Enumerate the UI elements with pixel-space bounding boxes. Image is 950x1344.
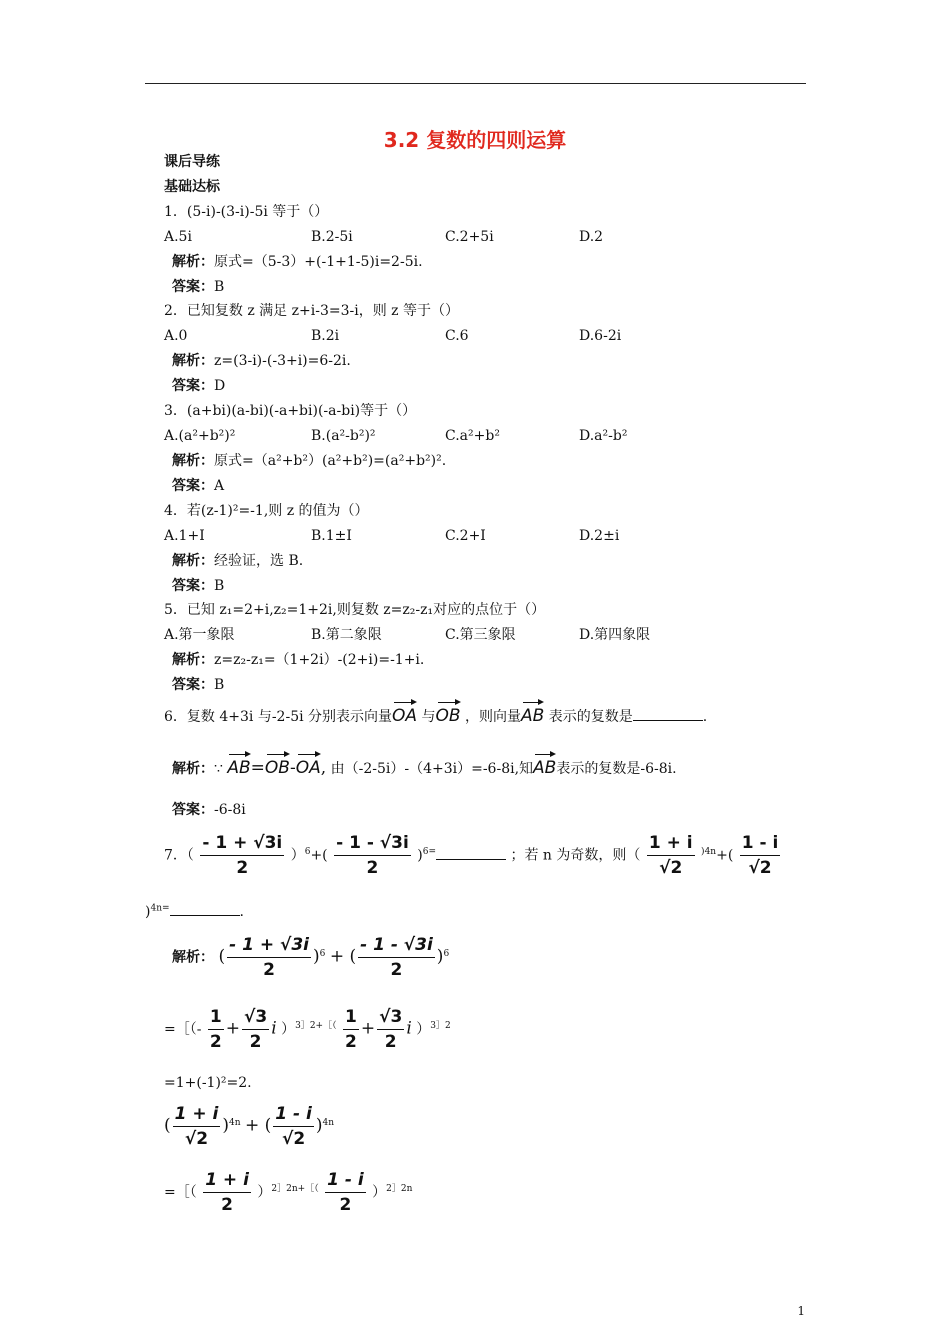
q4-option-b: B.1±I — [311, 528, 352, 544]
q5-option-c: C.第三象限 — [445, 627, 516, 643]
q5-option-a: A.第一象限 — [164, 627, 235, 643]
q3-option-a: A.(a²+b²)² — [164, 428, 236, 444]
q6-answer: 答案：-6-8i — [172, 802, 246, 818]
q5-option-d: D.第四象限 — [579, 627, 651, 643]
q2-option-d: D.6-2i — [579, 328, 622, 344]
q3-analysis: 解析：原式=（a²+b²）(a²+b²)=(a²+b²)². — [172, 453, 447, 469]
q4-stem: 4．若(z-1)²=-1,则 z 的值为（） — [164, 503, 369, 519]
q7-analysis-line3: =1+(-1)²=2. — [164, 1075, 252, 1091]
q7-analysis-line5: =［（ $\frac{1 + i}{2}$ ）$^{2]2n+[(}$ $\frac{1 - i}{2}$ ）$^{2]2n}$ — [164, 1170, 413, 1215]
q6-analysis: 解析：∵ AB=OB-OA, 由（-2-5i）-（4+3i）=-6-8i,知AB表示的复数是-6-8i. — [172, 750, 677, 778]
q2-option-a: A.0 — [164, 328, 188, 344]
q1-answer: 答案：B — [172, 279, 225, 295]
page-title: 3.2 复数的四则运算 — [383, 128, 567, 152]
q1-option-a: A.5i — [164, 229, 192, 245]
q1-option-b: B.2-5i — [311, 229, 353, 245]
q3-option-d: D.a²-b² — [579, 428, 628, 444]
q1-option-c: C.2+5i — [445, 229, 494, 245]
q6-stem: 6．复数 4+3i 与-2-5i 分别表示向量OA 与OB ，则向量AB 表示的复数是 . — [164, 698, 707, 726]
q2-analysis: 解析：z=(3-i)-(-3+i)=6-2i. — [172, 353, 351, 369]
section-subheading: 基础达标 — [164, 179, 220, 195]
answer-blank — [633, 708, 703, 721]
q7-stem-tail: )$^{4n=}$ . — [145, 903, 244, 920]
q7-analysis-line4: ( $\frac{1 + i}{√2}$ )$^{4n}$ + ( $\frac{1 - i}{√2}$ )$^{4n}$ — [164, 1104, 335, 1149]
q4-option-a: A.1+I — [164, 528, 205, 544]
q5-stem: 5．已知 z₁=2+i,z₂=1+2i,则复数 z=z₂-z₁对应的点位于（） — [164, 602, 546, 618]
vector-ab: AB — [521, 698, 544, 726]
q4-answer: 答案：B — [172, 578, 225, 594]
q2-option-b: B.2i — [311, 328, 340, 344]
header-rule — [145, 83, 806, 84]
q5-option-b: B.第二象限 — [311, 627, 382, 643]
q2-stem: 2．已知复数 z 满足 z+i-3=3-i，则 z 等于（） — [164, 303, 459, 319]
page-number: 1 — [797, 1304, 805, 1318]
q5-analysis: 解析：z=z₂-z₁=（1+2i）-(2+i)=-1+i. — [172, 652, 425, 668]
q2-answer: 答案：D — [172, 378, 226, 394]
q7-analysis-line2: =［（- $\frac{1}{2}$ + $\frac{√3}{2}$ i ）$^{3]2+[(}$ $\frac{1}{2}$ + $\frac{√3}{2}$ i ）$^{3]2}$ — [164, 1007, 451, 1052]
q3-stem: 3．(a+bi)(a-bi)(-a+bi)(-a-bi)等于（） — [164, 403, 417, 419]
q1-option-d: D.2 — [579, 229, 604, 245]
q7-analysis-line1: 解析： ( $\frac{- 1 + √3i}{2}$ )$^6$ + ( $\frac{- 1 - √3i}{2}$ )$^6$ — [172, 935, 450, 980]
q1-analysis: 解析：原式=（5-3）+(-1+1-5)i=2-5i. — [172, 254, 423, 270]
q5-answer: 答案：B — [172, 677, 225, 693]
q1-stem: 1．(5-i)-(3-i)-5i 等于（） — [164, 204, 329, 220]
q4-option-d: D.2±i — [579, 528, 620, 544]
q3-answer: 答案：A — [172, 478, 225, 494]
vector-oa: OA — [392, 698, 417, 726]
vector-ob: OB — [436, 698, 461, 726]
q7-stem: 7．（ $\frac{- 1 + √3i}{2}$ ）$^6$+( $\frac{- 1 - √3i}{2}$ )$^{6=}$ ；若 n 为奇数，则（ $\frac{1 + i}{√2}$ $^{)4n}$+( $\frac{1 - i}{√2}$ — [164, 833, 779, 878]
q3-option-c: C.a²+b² — [445, 428, 500, 444]
section-heading: 课后导练 — [164, 154, 220, 170]
q4-option-c: C.2+I — [445, 528, 486, 544]
q3-option-b: B.(a²-b²)² — [311, 428, 376, 444]
q2-option-c: C.6 — [445, 328, 469, 344]
q4-analysis: 解析：经验证，选 B. — [172, 553, 304, 569]
